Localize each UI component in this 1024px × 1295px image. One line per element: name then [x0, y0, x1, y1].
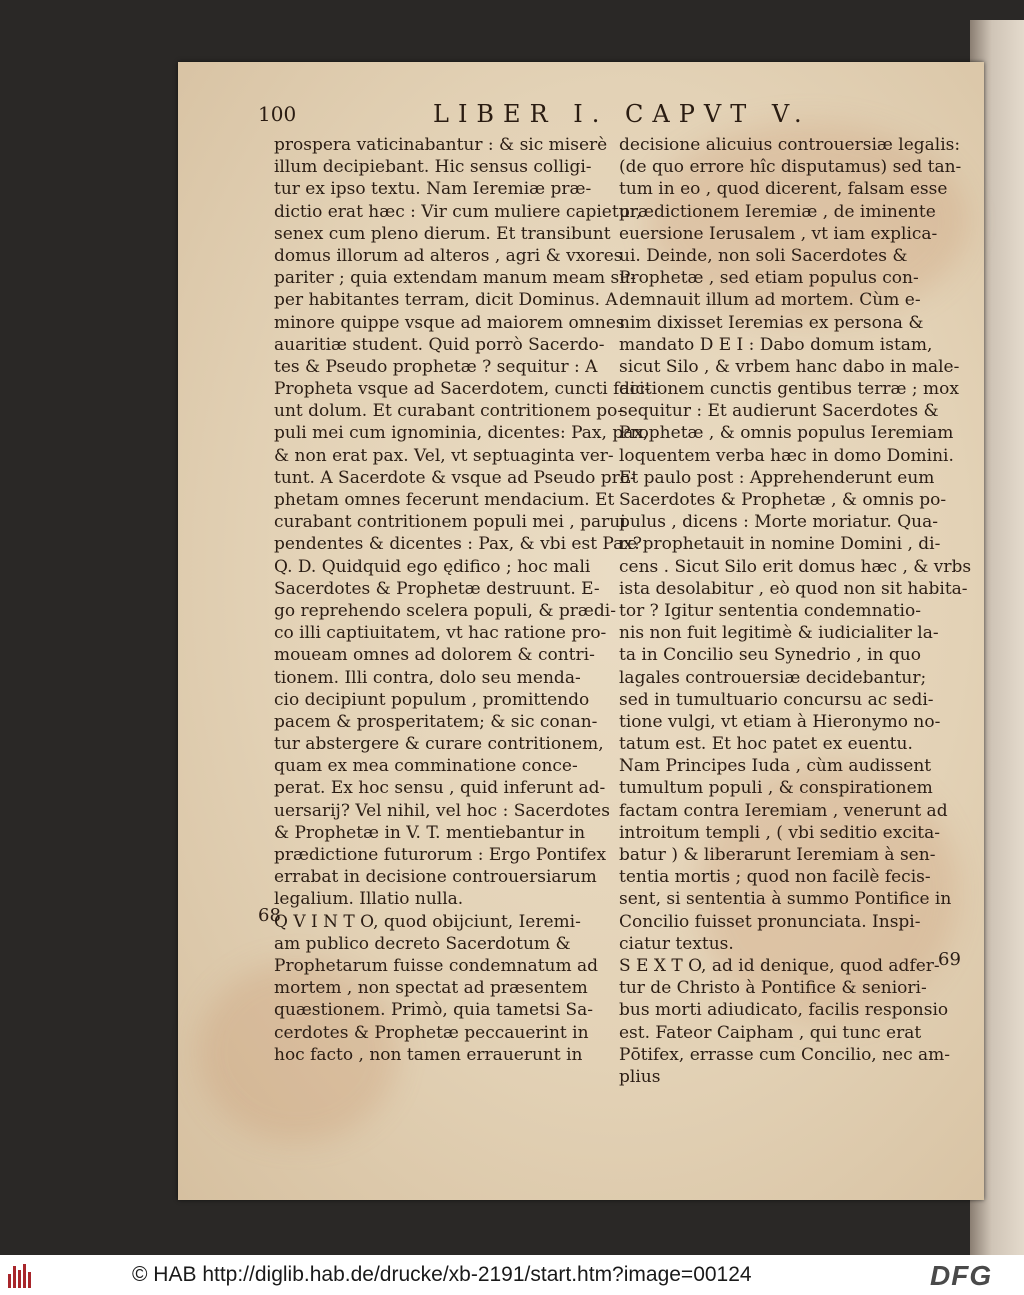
- text-line: senex cum pleno dierum. Et transibunt: [274, 223, 611, 244]
- text-line: dictionem cunctis gentibus terræ ; mox: [619, 379, 959, 400]
- text-line: Prophetæ , & omnis populus Ieremiam: [619, 423, 954, 444]
- text-line: Sacerdotes & Prophetæ destruunt. E-: [274, 578, 600, 599]
- text-line: hoc facto , non tamen errauerunt in: [274, 1044, 583, 1065]
- text-line: Et paulo post : Apprehenderunt eum: [619, 467, 935, 488]
- text-line: errabat in decisione controuersiarum: [274, 867, 597, 888]
- text-line: go reprehendo scelera populi, & prædi-: [274, 600, 616, 621]
- text-line: factam contra Ieremiam , venerunt ad: [619, 800, 948, 821]
- running-title: LIBER I. CAPVT V.: [433, 100, 811, 128]
- text-line: decisione alicuius controuersiæ legalis:: [619, 135, 961, 155]
- footer-credit-link[interactable]: © HAB http://diglib.hab.de/drucke/xb-2191/start.htm?image=00124: [132, 1263, 752, 1286]
- text-line: nim dixisset Ieremias ex persona &: [619, 312, 924, 333]
- text-line: pacem & prosperitatem; & sic conan-: [274, 711, 598, 732]
- text-line: S E X T O, ad id denique, quod adfer-: [619, 955, 940, 976]
- page-number: 100: [258, 102, 297, 126]
- text-line: sent, si sententia à summo Pontifice in: [619, 889, 952, 910]
- text-line: prædictionem Ieremiæ , de iminente: [619, 201, 936, 222]
- text-line: minore quippe vsque ad maiorem omnes: [274, 312, 625, 333]
- text-line: plius: [619, 1066, 661, 1087]
- text-line: tunt. A Sacerdote & vsque ad Pseudo pro-: [274, 467, 636, 488]
- text-line: tum in eo , quod dicerent, falsam esse: [619, 179, 948, 200]
- text-line: puli mei cum ignominia, dicentes: Pax, pax,: [274, 423, 649, 444]
- text-line: nis non fuit legitimè & iudicialiter la-: [619, 623, 939, 644]
- text-line: tentia mortis ; quod non facilè fecis-: [619, 867, 931, 888]
- text-line: co illi captiuitatem, vt hac ratione pro-: [274, 623, 607, 644]
- text-line: ciatur textus.: [619, 933, 734, 954]
- text-line: pulus , dicens : Morte moriatur. Qua-: [619, 512, 938, 533]
- text-line: unt dolum. Et curabant contritionem po-: [274, 401, 624, 422]
- text-line: tur abstergere & curare contritionem,: [274, 734, 604, 755]
- text-line: introitum templi , ( vbi seditio excita-: [619, 822, 940, 843]
- text-line: demnauit illum ad mortem. Cùm e-: [619, 290, 921, 311]
- text-line: (de quo errore hîc disputamus) sed tan-: [619, 157, 962, 178]
- text-line: legalium. Illatio nulla.: [274, 889, 464, 910]
- text-line: Q V I N T O, quod obijciunt, Ieremi-: [274, 911, 581, 932]
- text-line: ui. Deinde, non soli Sacerdotes &: [619, 245, 908, 266]
- text-line: Nam Principes Iuda , cùm audissent: [619, 756, 932, 777]
- text-line: bus morti adiudicato, facilis responsio: [619, 1000, 949, 1021]
- book-page: [178, 62, 984, 1200]
- text-line: re prophetauit in nomine Domini , di-: [619, 534, 941, 555]
- text-line: mortem , non spectat ad præsentem: [274, 978, 588, 999]
- text-line: cio decipiunt populum , promittendo: [274, 689, 590, 710]
- text-line: sequitur : Et audierunt Sacerdotes &: [619, 401, 939, 422]
- text-line: prædictione futurorum : Ergo Pontifex: [274, 845, 607, 865]
- text-line: quæstionem. Primò, quia tametsi Sa-: [274, 1000, 594, 1021]
- text-line: tumultum populi , & conspirationem: [619, 778, 933, 799]
- text-line: loquentem verba hæc in domo Domini.: [619, 445, 954, 466]
- text-line: cerdotes & Prophetæ peccauerint in: [274, 1022, 589, 1043]
- text-line: Prophetarum fuisse condemnatum ad: [274, 955, 599, 976]
- text-line: tur ex ipso textu. Nam Ieremiæ præ-: [274, 179, 592, 200]
- text-line: tionem. Illi contra, dolo seu menda-: [274, 667, 581, 688]
- margin-number-left: 68: [258, 905, 281, 926]
- text-line: tione vulgi, vt etiam à Hieronymo no-: [619, 711, 941, 732]
- text-line: domus illorum ad alteros , agri & vxores: [274, 245, 623, 266]
- text-line: Pōtifex, errasse cum Concilio, nec am-: [619, 1044, 951, 1065]
- text-line: auaritiæ student. Quid porrò Sacerdo-: [274, 334, 605, 355]
- text-line: & Prophetæ in V. T. mentiebantur in: [274, 822, 586, 843]
- text-line: moueam omnes ad dolorem & contri-: [274, 645, 595, 666]
- text-line: tes & Pseudo prophetæ ? sequitur : A: [274, 356, 598, 377]
- text-line: sicut Silo , & vrbem hanc dabo in male-: [619, 356, 960, 377]
- text-line: ista desolabitur , eò quod non sit habita-: [619, 578, 968, 599]
- text-line: prospera vaticinabantur : & sic miserè: [274, 135, 608, 155]
- margin-number-right: 69: [938, 949, 961, 970]
- page-header: [258, 102, 918, 132]
- text-line: am publico decreto Sacerdotum &: [274, 933, 571, 954]
- text-line: Sacerdotes & Prophetæ , & omnis po-: [619, 490, 947, 510]
- hab-logo-icon: [8, 1264, 34, 1288]
- text-line: Concilio fuisset pronunciata. Inspi-: [619, 911, 921, 932]
- text-line: per habitantes terram, dicit Dominus. A: [274, 290, 618, 311]
- text-line: quam ex mea comminatione conce-: [274, 756, 578, 777]
- text-line: pendentes & dicentes : Pax, & vbi est Pax?: [274, 534, 642, 555]
- text-line: phetam omnes fecerunt mendacium. Et: [274, 490, 615, 510]
- text-line: euersione Ierusalem , vt iam explica-: [619, 223, 938, 244]
- text-line: Propheta vsque ad Sacerdotem, cuncti faci-: [274, 379, 651, 400]
- text-line: dictio erat hæc : Vir cum muliere capietur,: [274, 201, 642, 222]
- text-line: Prophetæ , sed etiam populus con-: [619, 268, 919, 289]
- text-line: est. Fateor Caipham , qui tunc erat: [619, 1022, 922, 1043]
- text-line: Q. D. Quidquid ego ędifico ; hoc mali: [274, 556, 591, 577]
- text-line: batur ) & liberarunt Ieremiam à sen-: [619, 845, 936, 865]
- text-line: uersarij? Vel nihil, vel hoc : Sacerdotes: [274, 800, 610, 821]
- text-line: mandato D E I : Dabo domum istam,: [619, 334, 933, 355]
- text-line: tur de Christo à Pontifice & seniori-: [619, 978, 927, 999]
- text-line: curabant contritionem populi mei , parui: [274, 512, 626, 533]
- text-line: perat. Ex hoc sensu , quid inferunt ad-: [274, 778, 606, 799]
- text-line: cens . Sicut Silo erit domus hæc , & vrbs: [619, 556, 972, 577]
- text-line: tor ? Igitur sententia condemnatio-: [619, 600, 921, 621]
- text-line: lagales controuersiæ decidebantur;: [619, 667, 927, 688]
- text-line: pariter ; quia extendam manum meam su-: [274, 268, 636, 289]
- text-line: tatum est. Et hoc patet ex euentu.: [619, 734, 913, 755]
- text-line: sed in tumultuario concursu ac sedi-: [619, 689, 934, 710]
- dfg-logo: DFG: [930, 1260, 993, 1291]
- text-line: & non erat pax. Vel, vt septuaginta ver-: [274, 445, 614, 466]
- text-line: ta in Concilio seu Synedrio , in quo: [619, 645, 921, 666]
- footer-bar: [0, 1255, 1024, 1295]
- left-text-column: [274, 134, 651, 1066]
- text-line: illum decipiebant. Hic sensus colligi-: [274, 157, 592, 178]
